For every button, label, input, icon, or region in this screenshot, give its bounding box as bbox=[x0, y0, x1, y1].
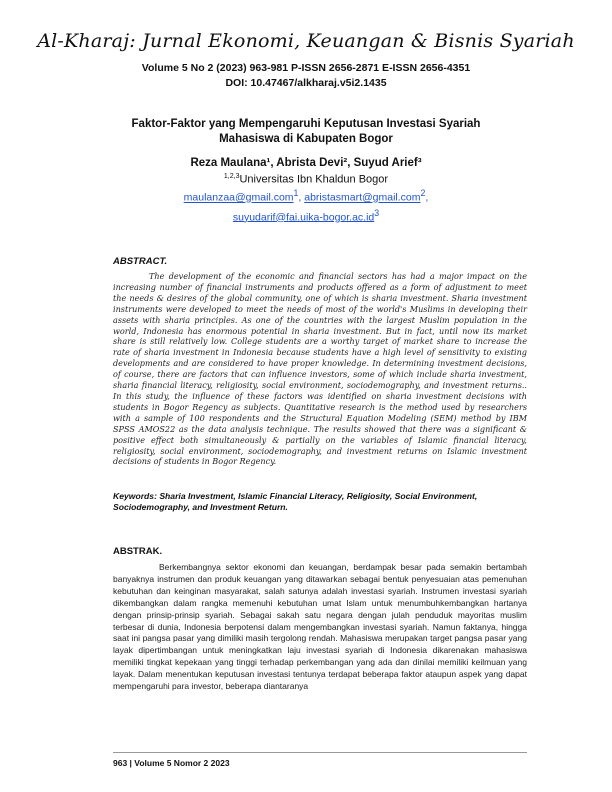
doi-line: DOI: 10.47467/alkharaj.v5i2.1435 bbox=[225, 77, 387, 89]
email-2-sup: 2 bbox=[420, 188, 426, 198]
paper-title: Faktor-Faktor yang Mempengaruhi Keputusan Investasi Syariah Mahasiswa di Kabupaten Bogor bbox=[131, 118, 481, 145]
affiliation bbox=[0, 173, 612, 186]
author-list: Reza Maulana¹, Abrista Devi², Suyud Arief³ bbox=[190, 157, 422, 169]
author-emails: maulanzaa@gmail.com$^1$, abristasmart@gmail.com$^2$, $suyudarif@fai.uika-bogor.ac.id^3$ bbox=[183, 188, 429, 223]
keywords: Keywords: Sharia Investment, Islamic Financial Literacy, Religiosity, Social Environment, Sociodemography, and Investment Return. bbox=[113, 491, 478, 513]
abstract-id-body: Berkembangnya sektor ekonomi dan keuangan, berdampak besar pada semakin bertambah banyaknya instrumen dan produk keuangan yang ditawarkan sebagai bentuk penyesuaian atas pemenuhan kebutuhan dan keinginan masyarakat, salah satunya adalah investasi syariah. Instrumen investasi syariah dikembangkan dalam rangka memenuhi kebutuhan umat Islam untuk menumbuhkembangkan hartanya dengan prinsip-prinsip syariah. Sebagai sakah satu negara dengan julah penduduk mayoritas muslim terbesar di dunia, Indonesia berpotensi dalam mengembangkan investasi syariah. Namun faktanya, hingga saat ini pangsa pasar yang dimiliki masih tergolong rendah. Mahasiswa merupakan target pangsa pasar yang layak dipertimbangan untuk meningkatkan laju investasi syariah di Indonesia dikarenakan mahasiswa memiliki tingkat kepekaan yang tinggi terhadap perkembangan yang ada dan dinilai memiliki keilmuan yang layak. Dalam menentukan keputusan investasi tentunya terdapat beberapa faktor ataupun aspek yang dapat mempengaruhi para investor, beberapa diantaranya bbox=[113, 562, 527, 692]
email-link-2[interactable]: abristasmart@gmail.com bbox=[304, 191, 421, 204]
email-3-sup: 3 bbox=[374, 207, 380, 218]
affiliation-name: Universitas Ibn Khaldun Bogor bbox=[239, 173, 389, 186]
abstract-en-body: The development of the economic and financial sectors has had a major impact on the increasing number of financial instruments and products offered as a form of adjustment to meet the needs & desires of the global community, one of which is sharia investment. Sharia investment instruments were developed to meet the needs of most of the world's Muslims in developing their assets with sharia principles. As one of the countries with the largest Muslim population in the world, Indonesia has enormous potential in sharia investment. But in fact, until now its market share is still relatively low. College students are a worthy target of market share to increase the rate of sharia investment in Indonesia because students have a high level of sensitivity to existing developments and are considered to have proper knowledge. In determining investment decisions, of course, there are factors that can influence investors, some of which include sharia investment, sharia financial literacy, religiosity, social environment, sociodemography, and investment returns.. In this study, the influence of these factors was identified on sharia investment decisions with students in Bogor Regency as subjects. Quantitative research is the method used by researchers with a sample of 100 respondents and the Structural Equation Modeling (SEM) method by IBM SPSS AMOS22 as the data analysis technique. The results showed that there was a significant & positive effect both simultaneously & partially on the variables of Islamic financial literacy, religiosity, social environment, sociodemography, and investment returns on Islamic investment decisions of students in Bogor Regency. bbox=[113, 271, 527, 467]
footer-divider bbox=[113, 752, 527, 753]
abstract-id-heading: ABSTRAK. bbox=[113, 546, 163, 557]
email-link-1[interactable]: maulanzaa@gmail.com bbox=[183, 191, 294, 204]
email-link-3[interactable]: suyudarif@fai.uika-bogor.ac.id bbox=[232, 211, 375, 223]
journal-title: Al-Kharaj: Jurnal Ekonomi, Keuangan & Bisnis Syariah bbox=[37, 30, 575, 52]
page-footer: 963 | Volume 5 Nomor 2 2023 bbox=[113, 758, 230, 768]
affiliation-superscript: 1,2,3 bbox=[223, 173, 240, 180]
abstract-en-heading: ABSTRACT. bbox=[113, 256, 168, 267]
volume-issn-line: Volume 5 No 2 (2023) 963-981 P-ISSN 2656-2871 E-ISSN 2656-4351 bbox=[141, 62, 471, 74]
email-1-sup: 1 bbox=[293, 188, 299, 198]
